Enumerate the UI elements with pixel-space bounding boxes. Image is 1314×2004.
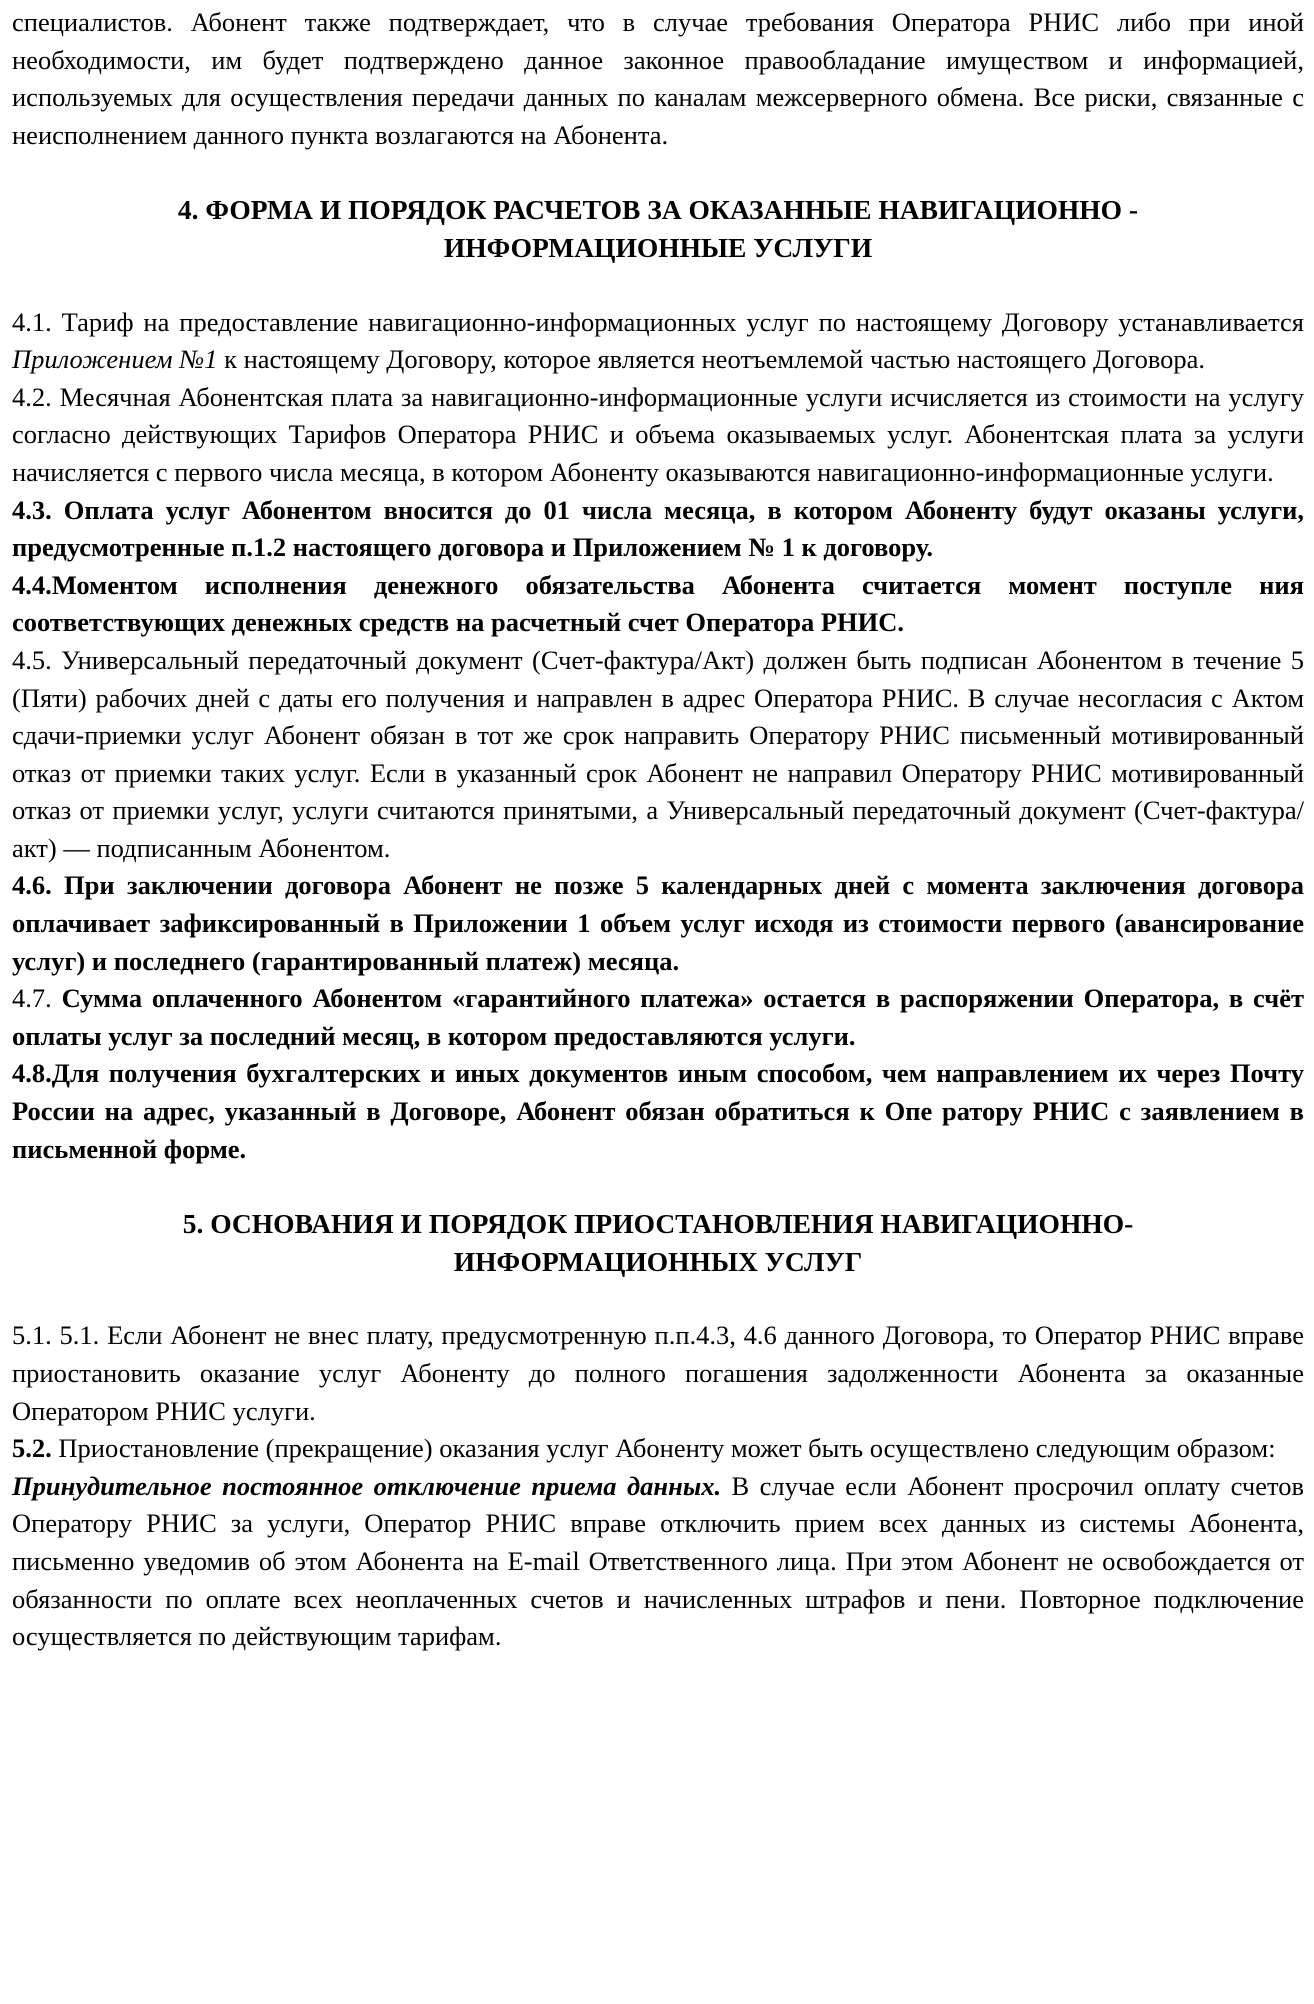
clause-4-7-number: 4.7. <box>12 983 52 1014</box>
clause-4-4 <box>12 567 1304 642</box>
clause-4-5-text: 4.5. Универсальный передаточный документ (Счет-фактура/Акт) должен быть подписан Абонентом в течение 5 (Пяти) рабочих дней с даты его получения и направлен в адрес Оператора РНИС. В случае несогласия с Актом сдачи-приемки услуг Абонент обязан в тот же срок направить Оператору РНИС письменный мотивированный отказ от приемки таких услуг. Если в указанный срок Абонент не направил Оператору РНИС мотивированный отказ от приемки услуг, услуги считаются принятыми, а Универсальный передаточный документ (Счет-фактура/акт) — подписанным Абонентом. <box>12 644 1304 863</box>
intro-paragraph <box>12 4 1304 154</box>
clause-4-5 <box>12 642 1304 868</box>
section-5-heading-line1: 5. ОСНОВАНИЯ И ПОРЯДОК ПРИОСТАНОВЛЕНИЯ НАВИГАЦИОННО- <box>182 1208 1134 1240</box>
clause-4-3 <box>12 492 1304 567</box>
clause-4-2-text: 4.2. Месячная Абонентская плата за навигационно-информационные услуги исчисляется из стоимости на услугу согласно действующих Тарифов Оператора РНИС и объема оказываемых услуг. Абонентская плата за услуги начисляется с первого числа месяца, в котором Абоненту оказываются навигационно-информационные услуги. <box>12 381 1304 487</box>
clause-4-1-text-b: к настоящему Договору, которое является неотъемлемой частью настоящего Договора. <box>217 344 1206 375</box>
clause-4-8-text: 4.8.Для получения бухгалтерских и иных документов иным способом, чем направлением их через Почту России на адрес, указанный в Договоре, Абонент обязан обратиться к Опе ратору РНИС с заявлением в письменной форме. <box>12 1058 1304 1164</box>
clause-4-7 <box>12 980 1304 1055</box>
clause-4-1 <box>12 304 1304 379</box>
clause-4-4-text: 4.4.Моментом исполнения денежного обязательства Абонента считается момент поступле ния соответствующих денежных средств на расчетный счет Оператора РНИС. <box>12 569 1304 638</box>
clause-5-2-detail <box>12 1468 1304 1656</box>
section-5-heading <box>12 1205 1304 1280</box>
clause-4-8 <box>12 1055 1304 1168</box>
clause-4-1-italic-ref: Приложением №1 <box>12 344 218 375</box>
section-4-heading-line2: ИНФОРМАЦИОННЫЕ УСЛУГИ <box>443 231 873 263</box>
clause-5-1-text: 5.1. 5.1. Если Абонент не внес плату, предусмотренную п.п.4.3, 4.6 данного Договора, то Оператор РНИС вправе приостановить оказание услуг Абоненту до полного погашения задолженности Абонента за оказанные Оператором РНИС услуги. <box>12 1320 1304 1426</box>
clause-4-7-text: Сумма оплаченного Абонентом «гарантийного платежа» остается в распоряжении Оператора, в счёт оплаты услуг за последний месяц, в котором предоставляются услуги. <box>12 983 1304 1051</box>
clause-5-1 <box>12 1317 1304 1430</box>
intro-text: специалистов. Абонент также подтверждает, что в случае требования Оператора РНИС либо при иной необходимости, им будет подтверждено данное законное правообладание имуществом и информацией, используемых для осуществления передачи данных по каналам межсерверного обмена. Все риски, связанные с неисполнением данного пункта возлагаются на Абонента. <box>12 7 1304 150</box>
section-5-heading-line2: ИНФОРМАЦИОННЫХ УСЛУГ <box>453 1245 863 1277</box>
clause-5-2-bold-italic-lead: Принудительное постоянное отключение приема данных. <box>12 1470 722 1501</box>
clause-5-2-number: 5.2. <box>12 1433 52 1464</box>
clause-4-6-text: 4.6. При заключении договора Абонент не позже 5 календарных дней с момента заключения договора оплачивает зафиксированный в Приложении 1 объем услуг исходя из стоимости первого (авансирование услуг) и последнего (гарантированный платеж) месяца. <box>12 870 1304 976</box>
clause-4-2 <box>12 379 1304 492</box>
section-4-heading <box>12 191 1304 266</box>
section-4-heading-line1: 4. ФОРМА И ПОРЯДОК РАСЧЕТОВ ЗА ОКАЗАННЫЕ НАВИГАЦИОННО - <box>177 194 1139 226</box>
clause-5-2-detail-text: В случае если Абонент просрочил оплату счетов Оператору РНИС за услуги, Оператор РНИС вправе отключить прием всех данных из системы Абонента, письменно уведомив об этом Абонента на E-mail Ответственного лица. При этом Абонент не освобождается от обязанности по оплате всех неоплаченных счетов и начисленных штрафов и пени. Повторное подключение осуществляется по действующим тарифам. <box>12 1470 1304 1652</box>
clause-5-2-text: Приостановление (прекращение) оказания услуг Абоненту может быть осуществлено следующим образом: <box>51 1433 1276 1464</box>
clause-4-1-text-a: 4.1. Тариф на предоставление навигационно-информационных услуг по настоящему Договору устанавливается <box>12 306 1304 337</box>
clause-4-6 <box>12 867 1304 980</box>
clause-5-2 <box>12 1430 1304 1468</box>
clause-4-3-text: 4.3. Оплата услуг Абонентом вносится до 01 числа месяца, в котором Абоненту будут оказаны услуги, предусмотренные п.1.2 настоящего договора и Приложением № 1 к договору. <box>12 494 1304 563</box>
